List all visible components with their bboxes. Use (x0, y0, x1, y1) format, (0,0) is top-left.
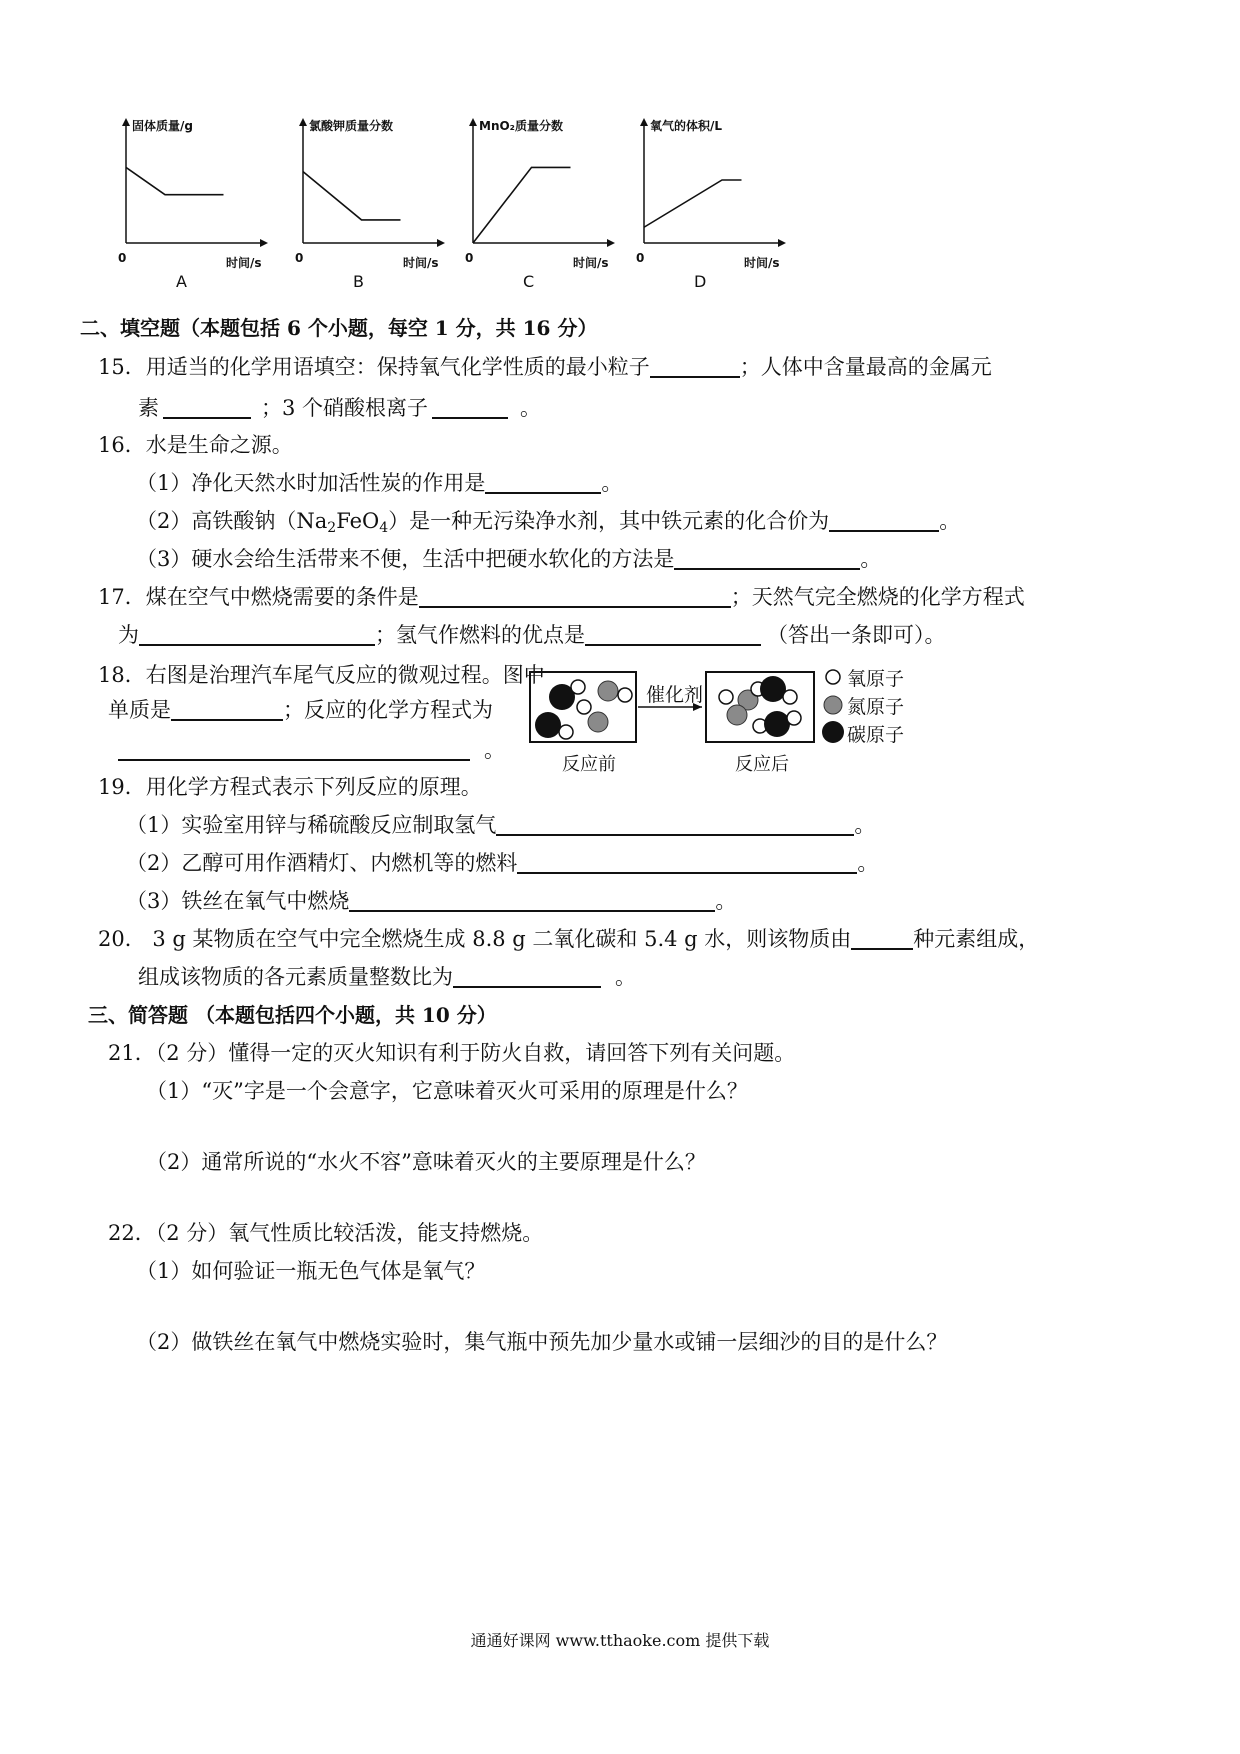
q20-text1: 20． 3 g 某物质在空气中完全燃烧生成 8.8 g 二氧化碳和 5.4 g 水，则该物质由 (98, 927, 852, 951)
y-axis-label: 固体质量/g (132, 119, 193, 133)
q20-text2: 种元素组成， (913, 927, 1040, 951)
carbon-atom (760, 676, 786, 702)
x-axis-arrow (607, 239, 615, 247)
y-axis-arrow (469, 118, 477, 126)
q16-p2-text2: ）是一种无污染净水剂，其中铁元素的化合价为 (388, 509, 830, 533)
before-label: 反应前 (562, 754, 616, 775)
q19-stem: 19．用化学方程式表示下列反应的原理。 (98, 775, 482, 799)
q16-blank2[interactable] (829, 508, 939, 532)
q15-text1: 15．用适当的化学用语填空：保持氧气化学性质的最小粒子 (98, 355, 650, 379)
q19-part3 (126, 886, 736, 916)
oxygen-atom (783, 690, 797, 704)
q18-text2: ；反应的化学方程式为 (283, 698, 493, 722)
q16-p1-text: （1）净化天然水时加活性炭的作用是 (136, 471, 486, 495)
q22-stem: 22．（2 分）氧气性质比较活泼，能支持燃烧。 (108, 1221, 544, 1245)
q20-text4: 。 (615, 965, 636, 989)
q19-p2-end: 。 (857, 851, 879, 875)
x-axis-arrow (260, 239, 268, 247)
q19-blank3[interactable] (349, 888, 715, 912)
q15-text4: ；3 个硝酸根离子 (261, 396, 429, 420)
q16-p3-text: （3）硬水会给生活带来不便，生活中把硬水软化的方法是 (136, 547, 675, 571)
origin-label: 0 (465, 251, 474, 265)
q15-line1 (98, 352, 992, 382)
q18-line3 (118, 735, 505, 765)
q20-line2 (138, 962, 636, 992)
q17-text3: 为 (118, 623, 139, 647)
q20-blank1[interactable] (851, 926, 913, 950)
y-axis-arrow (122, 118, 130, 126)
nitrogen-atom (588, 712, 608, 732)
oxygen-atom (618, 688, 632, 702)
q19-p2-text: （2）乙醇可用作酒精灯、内燃机等的燃料 (126, 851, 518, 875)
q20-blank2[interactable] (453, 964, 601, 988)
q16-stem: 16．水是生命之源。 (98, 433, 293, 457)
graph-a (118, 118, 283, 298)
origin-label: 0 (636, 251, 645, 265)
graph-letter: C (523, 272, 535, 291)
q21-stem: 21．（2 分）懂得一定的灭火知识有利于防火自救，请回答下列有关问题。 (108, 1041, 796, 1065)
legend-oxygen-marker (826, 670, 840, 684)
q17-blank3[interactable] (585, 622, 761, 646)
q15-line2 (138, 393, 541, 423)
origin-label: 0 (118, 251, 127, 265)
q17-text4: ；氢气作燃料的优点是 (375, 623, 585, 647)
data-curve (126, 167, 224, 194)
q17-text5: （答出一条即可）。 (767, 623, 946, 647)
q16-part2 (136, 506, 960, 543)
q19-part1 (126, 810, 875, 840)
q16-p2-mid: FeO (336, 509, 380, 533)
q20-line1 (98, 924, 1039, 954)
oxygen-atom (559, 725, 573, 739)
q16-p2-end: 。 (939, 509, 961, 533)
y-axis-arrow (299, 118, 307, 126)
q22-part1: （1）如何验证一瓶无色气体是氧气？ (136, 1259, 486, 1283)
q16-p3-end: 。 (860, 547, 882, 571)
q17-text2: ；天然气完全燃烧的化学方程式 (730, 585, 1025, 609)
q15-text2: ；人体中含量最高的金属元 (739, 355, 992, 379)
x-axis-arrow (778, 239, 786, 247)
q15-text3: 素 (138, 396, 159, 420)
q19-p1-text: （1）实验室用锌与稀硫酸反应制取氢气 (126, 813, 497, 837)
oxygen-atom (577, 700, 591, 714)
legend-nitrogen-marker (824, 696, 842, 714)
legend-oxygen-label: 氧原子 (847, 668, 905, 690)
q16-p1-end: 。 (601, 471, 623, 495)
q18-line2 (108, 695, 493, 725)
q15-blank1[interactable] (650, 354, 740, 378)
origin-label: 0 (295, 251, 304, 265)
section-2-title: 二、填空题（本题包括 6 个小题，每空 1 分，共 16 分） (80, 316, 598, 340)
q19-p3-text: （3）铁丝在氧气中燃烧 (126, 889, 350, 913)
carbon-atom (764, 711, 790, 737)
data-curve (473, 167, 571, 243)
catalyst-label: 催化剂 (646, 684, 704, 706)
q21-part2: （2）通常所说的“水火不容”意味着灭火的主要原理是什么？ (146, 1150, 706, 1174)
q19-blank2[interactable] (517, 850, 857, 874)
y-axis-label: 氧气的体积/L (650, 119, 723, 133)
q16-blank1[interactable] (485, 470, 601, 494)
oxygen-atom (719, 690, 733, 704)
q15-blank3[interactable] (432, 395, 508, 419)
q16-p2-sub1: 2 (327, 520, 337, 536)
oxygen-atom (787, 711, 801, 725)
nitrogen-atom (727, 705, 747, 725)
x-axis-label: 时间/s (403, 256, 439, 270)
graph-c (465, 118, 630, 298)
q20-text3: 组成该物质的各元素质量整数比为 (138, 965, 453, 989)
y-axis-label: MnO₂质量分数 (479, 119, 563, 133)
q16-part1 (136, 468, 622, 498)
x-axis-arrow (437, 239, 445, 247)
q15-blank2[interactable] (163, 395, 251, 419)
y-axis-arrow (640, 118, 648, 126)
q18-line1: 18．右图是治理汽车尾气反应的微观过程。图中 (98, 663, 545, 687)
section-3-title: 三、简答题 （本题包括四个小题，共 10 分） (88, 1003, 497, 1027)
q17-text1: 17．煤在空气中燃烧需要的条件是 (98, 585, 419, 609)
footer-text: 通通好课网 www.tthaoke.com 提供下载 (470, 1631, 770, 1650)
legend-carbon-marker (822, 721, 844, 743)
q17-line2 (118, 620, 946, 650)
q19-p1-end: 。 (854, 813, 876, 837)
q17-blank2[interactable] (139, 622, 375, 646)
carbon-atom (535, 712, 561, 738)
graph-letter: B (353, 272, 364, 291)
q17-line1 (98, 582, 1025, 612)
graph-letter: D (694, 272, 707, 291)
oxygen-atom (571, 680, 585, 694)
after-label: 反应后 (735, 754, 789, 775)
q18-text1: 单质是 (108, 698, 171, 722)
q16-p2-text: （2）高铁酸钠（Na (136, 509, 328, 533)
graph-b (295, 118, 460, 298)
data-curve (303, 172, 401, 220)
y-axis-label: 氯酸钾质量分数 (309, 119, 394, 133)
graph-letter: A (176, 272, 187, 291)
q21-part1: （1）“灭”字是一个会意字，它意味着灭火可采用的原理是什么？ (146, 1079, 748, 1103)
q19-p3-end: 。 (715, 889, 737, 913)
q16-part3 (136, 544, 881, 574)
x-axis-label: 时间/s (573, 256, 609, 270)
data-curve (644, 180, 742, 227)
x-axis-label: 时间/s (744, 256, 780, 270)
q19-blank1[interactable] (496, 812, 854, 836)
nitrogen-atom (598, 681, 618, 701)
q16-p2-sub2: 4 (379, 520, 389, 536)
legend-nitrogen-label: 氮原子 (847, 696, 905, 718)
q19-part2 (126, 848, 878, 878)
q22-part2: （2）做铁丝在氧气中燃烧实验时，集气瓶中预先加少量水或铺一层细沙的目的是什么？ (136, 1330, 948, 1354)
q18-blank1[interactable] (171, 697, 283, 721)
legend-carbon-label: 碳原子 (847, 724, 905, 746)
q18-end: 。 (484, 738, 505, 762)
q17-blank1[interactable] (419, 584, 731, 608)
q16-blank3[interactable] (674, 546, 860, 570)
x-axis-label: 时间/s (226, 256, 262, 270)
q15-text5: 。 (520, 396, 542, 420)
graph-d (636, 118, 801, 298)
q18-blank2[interactable] (118, 737, 470, 761)
